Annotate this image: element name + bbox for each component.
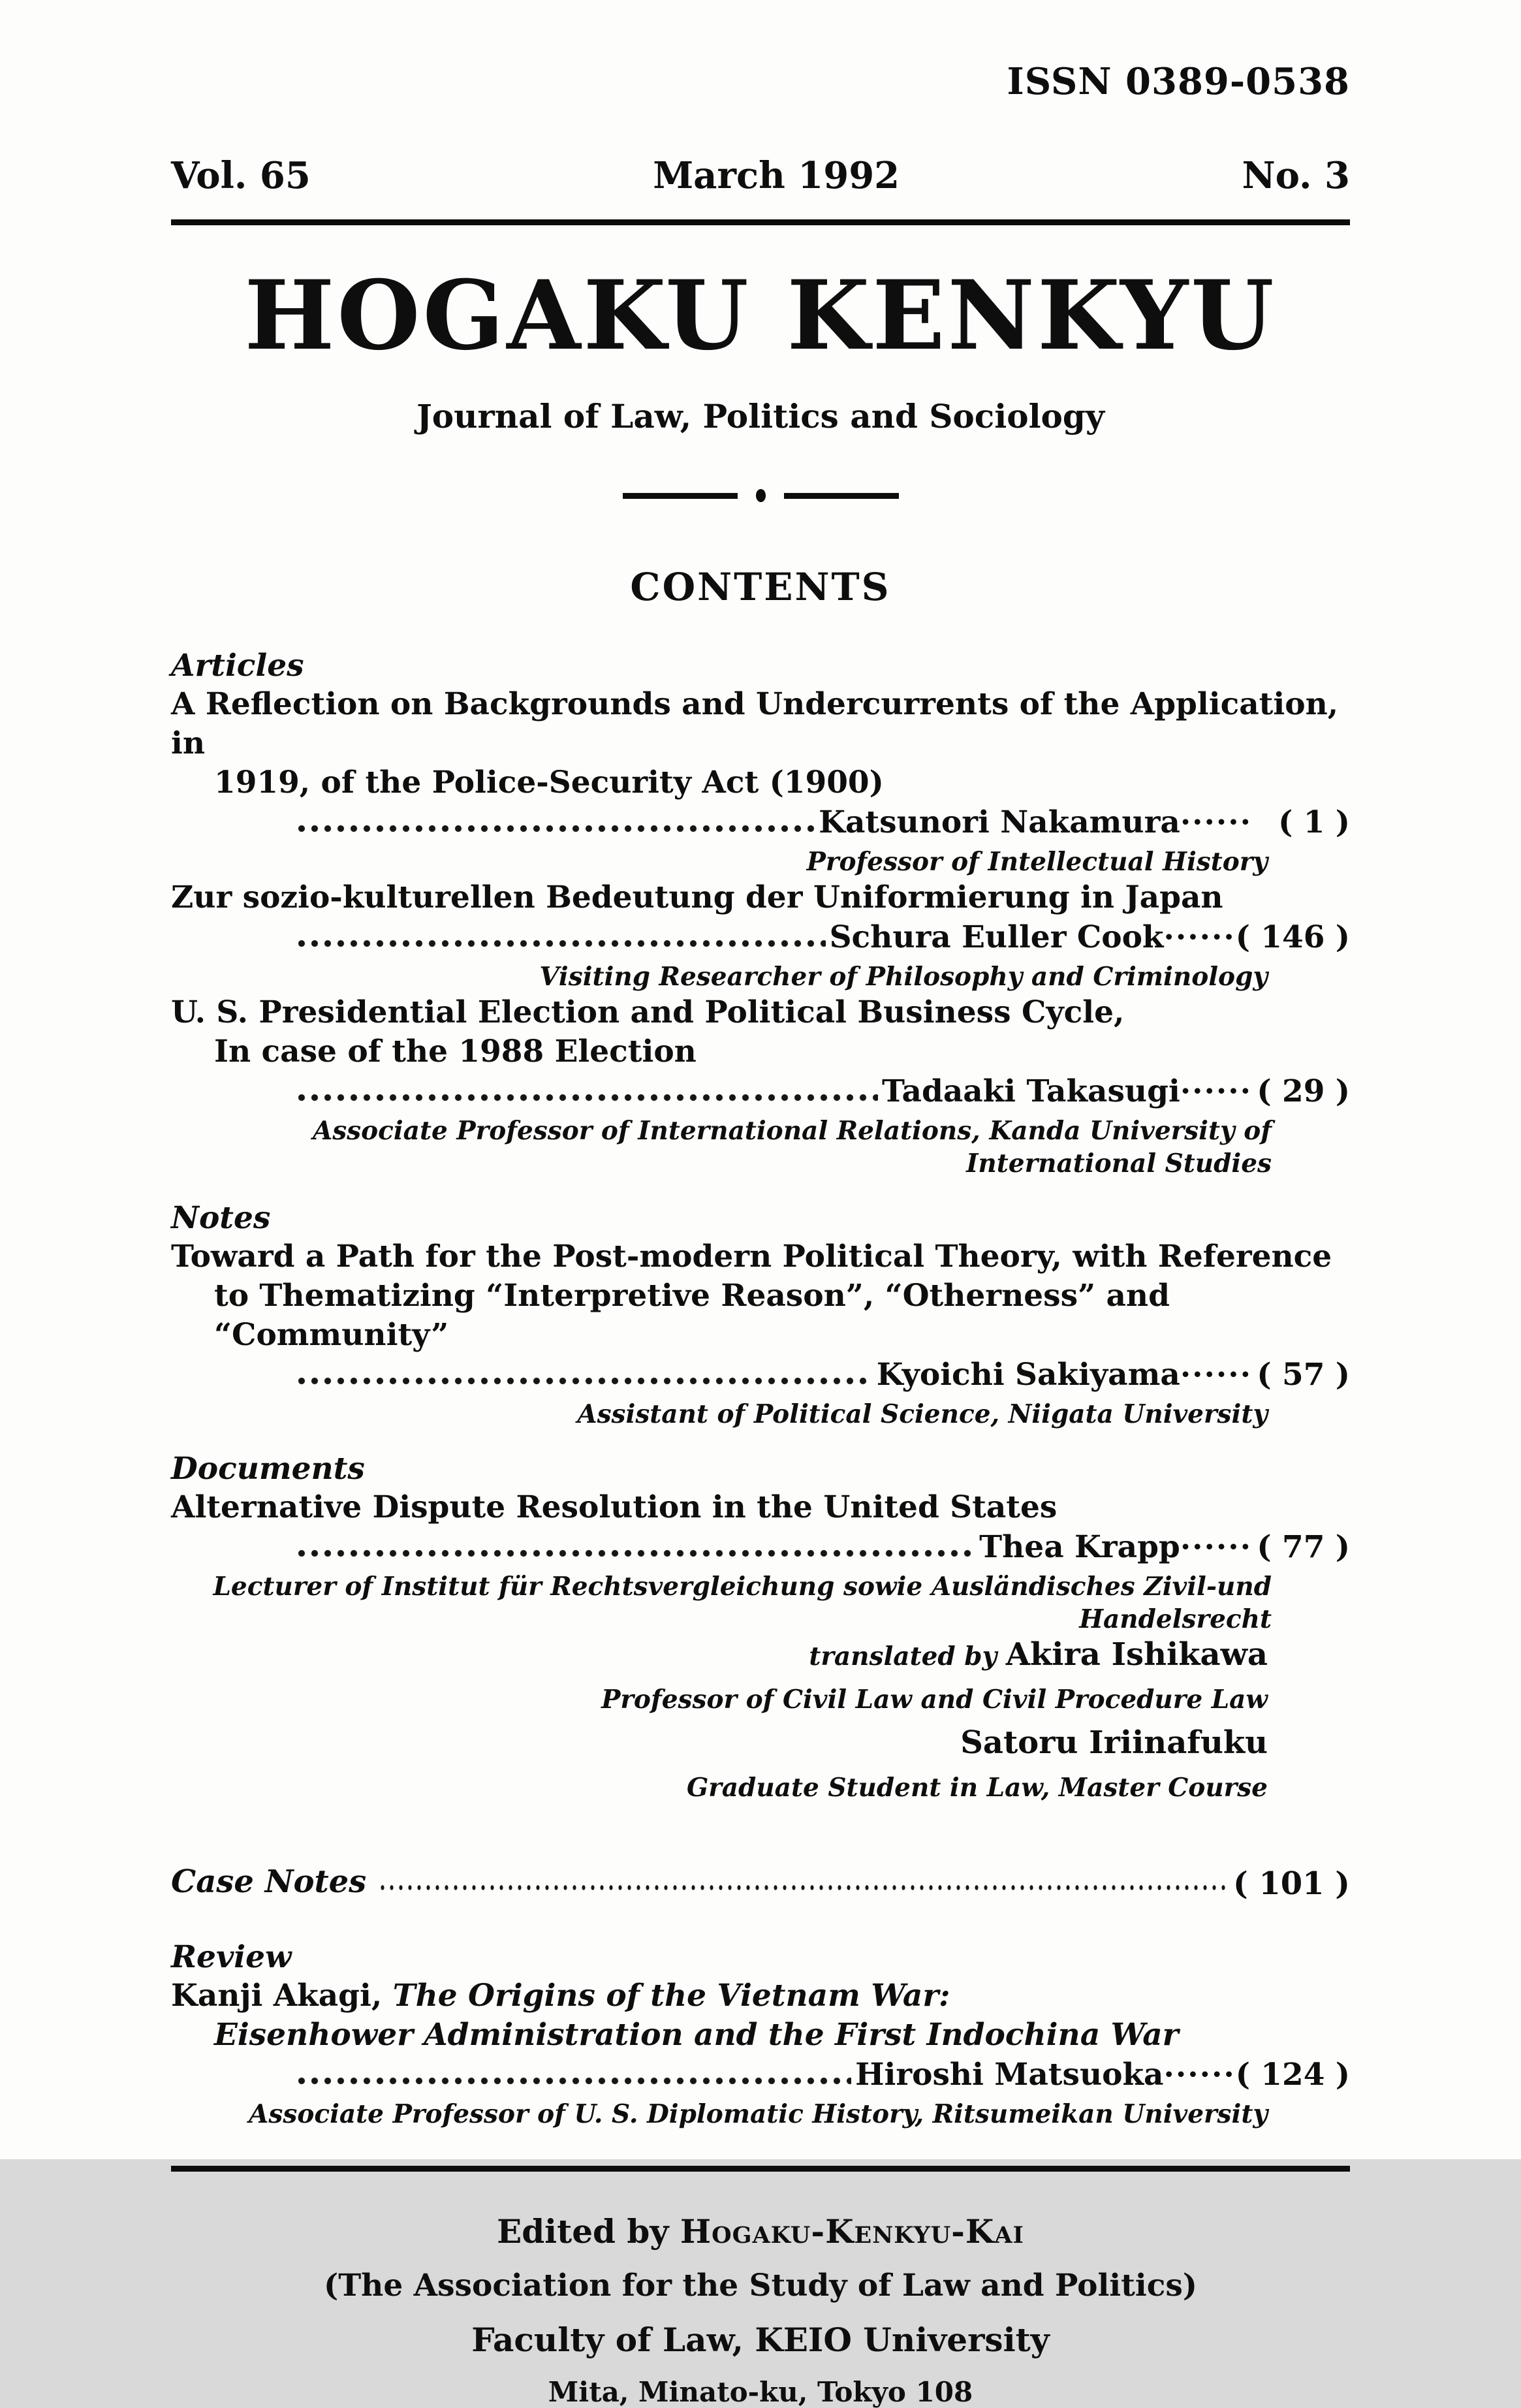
title-ornament <box>171 489 1350 502</box>
edited-by-line <box>171 2212 1350 2251</box>
header-rule <box>171 219 1350 225</box>
entry-author-line <box>171 1527 1350 1568</box>
address-line: Mita, Minato-ku, Tokyo 108 <box>548 2376 973 2408</box>
translator-name: Akira Ishikawa <box>1005 1636 1268 1673</box>
dot-leader <box>295 1549 975 1559</box>
entry-author-line <box>171 1355 1350 1395</box>
dot-leader <box>378 1883 1229 1893</box>
page-number: ( 57 ) <box>1257 1357 1350 1393</box>
ornament-dot <box>756 489 766 502</box>
author-name: Tadaaki Takasugi <box>882 1073 1180 1110</box>
association-line: (The Association for the Study of Law and Politics) <box>323 2268 1198 2304</box>
short-dot-leader: ······ <box>1180 804 1252 841</box>
short-dot-leader: ······ <box>1180 1357 1252 1393</box>
journal-subtitle: Journal of Law, Politics and Sociology <box>416 397 1105 436</box>
dot-leader <box>295 1376 873 1386</box>
dot-leader <box>295 939 826 949</box>
ornament-left-bar <box>623 493 738 499</box>
author-affiliation: Associate Professor of International Relations, Kanda University of International Studies <box>312 1116 1272 1179</box>
translator-affiliation-text: Graduate Student in Law, Master Course <box>686 1773 1268 1803</box>
entry-author-line <box>171 2055 1350 2095</box>
author-affiliation: Associate Professor of U. S. Diplomatic History, Ritsumeikan University <box>249 2099 1268 2130</box>
author-affiliation: Assistant of Political Science, Niigata University <box>577 1399 1268 1430</box>
dot-leader <box>295 1093 878 1103</box>
entry-title-line: 1919, of the Police-Security Act (1900) <box>214 765 884 801</box>
reviewed-book-subtitle: Eisenhower Administration and the First Indochina War <box>214 2017 1179 2053</box>
table-of-contents <box>171 647 1350 2131</box>
entry-title-line: U. S. Presidential Election and Political Business Cycle, <box>171 994 1125 1031</box>
issue-date: March 1992 <box>653 154 900 197</box>
author-name: Thea Krapp <box>979 1529 1180 1566</box>
author-name: Hiroshi Matsuoka <box>855 2057 1164 2093</box>
review-section <box>171 1939 1350 2131</box>
review-author-prefix: Kanji Akagi, <box>171 1978 393 2014</box>
review-title-line <box>171 1976 1350 2016</box>
author-affiliation: Visiting Researcher of Philosophy and Criminology <box>539 962 1268 992</box>
author-affiliation: Professor of Intellectual History <box>806 847 1268 878</box>
translator-name-line <box>171 1724 1350 1769</box>
contents-heading: CONTENTS <box>630 565 891 610</box>
dot-leader <box>295 2076 851 2086</box>
entry-title-line: Zur sozio-kulturellen Bedeutung der Uniformierung in Japan <box>171 879 1223 916</box>
volume-row <box>171 154 1350 197</box>
short-dot-leader: ······ <box>1163 919 1236 956</box>
ornament-right-bar <box>784 493 899 499</box>
page-content <box>171 0 1350 2408</box>
publisher-organization: Hogaku-Kenkyu-Kai <box>680 2212 1024 2251</box>
short-dot-leader: ······ <box>1180 1529 1252 1566</box>
page-number: ( 101 ) <box>1232 1865 1350 1903</box>
author-name: Katsunori Nakamura <box>819 804 1180 841</box>
translator-affiliation <box>171 1681 1350 1724</box>
entry-author-line <box>171 1071 1350 1112</box>
journal-title: HOGAKU KENKYU <box>244 260 1277 372</box>
entry-title-line: to Thematizing “Interpretive Reason”, “Otherness” and “Community” <box>214 1278 1170 1354</box>
case-notes-label: Case Notes <box>171 1863 367 1901</box>
page-number: ( 124 ) <box>1235 2057 1350 2093</box>
translator-line <box>171 1636 1350 1681</box>
entry-title-line: A Reflection on Backgrounds and Undercurrents of the Application, in <box>171 686 1339 762</box>
faculty-line: Faculty of Law, KEIO University <box>471 2321 1050 2360</box>
page-number: ( 146 ) <box>1235 919 1350 956</box>
author-affiliation: Lecturer of Institut für Rechtsvergleichung sowie Ausländisches Zivil-und Handelsrecht <box>213 1572 1272 1635</box>
short-dot-leader: ······ <box>1180 1073 1252 1110</box>
section-label-articles: Articles <box>171 648 304 684</box>
author-name: Schura Euller Cook <box>829 919 1164 956</box>
entry-author-line <box>171 917 1350 958</box>
page-number: ( 29 ) <box>1257 1073 1350 1110</box>
entry-title-line: In case of the 1988 Election <box>214 1034 697 1070</box>
entry-title-line: Toward a Path for the Post-modern Political Theory, with Reference <box>171 1239 1332 1275</box>
section-label-review: Review <box>171 1939 292 1976</box>
short-dot-leader: ······ <box>1163 2057 1236 2093</box>
review-title-line <box>171 2016 1350 2055</box>
entry-title-line: Alternative Dispute Resolution in the United States <box>171 1489 1058 1526</box>
footer-rule <box>171 2166 1350 2172</box>
edited-by-prefix: Edited by <box>497 2212 680 2251</box>
page-number: ( 1 ) <box>1278 804 1350 841</box>
dot-leader <box>295 824 815 834</box>
author-name: Kyoichi Sakiyama <box>876 1357 1180 1393</box>
page-number: ( 77 ) <box>1257 1529 1350 1566</box>
volume-label: Vol. 65 <box>171 154 311 197</box>
reviewed-book-title: The Origins of the Vietnam War: <box>392 1978 950 2014</box>
entry-author-line <box>171 802 1350 843</box>
translator-affiliation-text: Professor of Civil Law and Civil Procedure Law <box>601 1685 1268 1715</box>
issn-label: ISSN 0389-0538 <box>1007 60 1350 103</box>
section-label-notes: Notes <box>171 1200 271 1237</box>
footer <box>171 2212 1350 2408</box>
issue-number: No. 3 <box>1242 154 1350 197</box>
translator-name: Satoru Iriinafuku <box>960 1724 1268 1762</box>
translator-affiliation <box>171 1769 1350 1812</box>
section-label-documents: Documents <box>171 1451 365 1487</box>
case-notes-row <box>171 1861 1350 1902</box>
translated-by-label: translated by <box>809 1641 1006 1672</box>
